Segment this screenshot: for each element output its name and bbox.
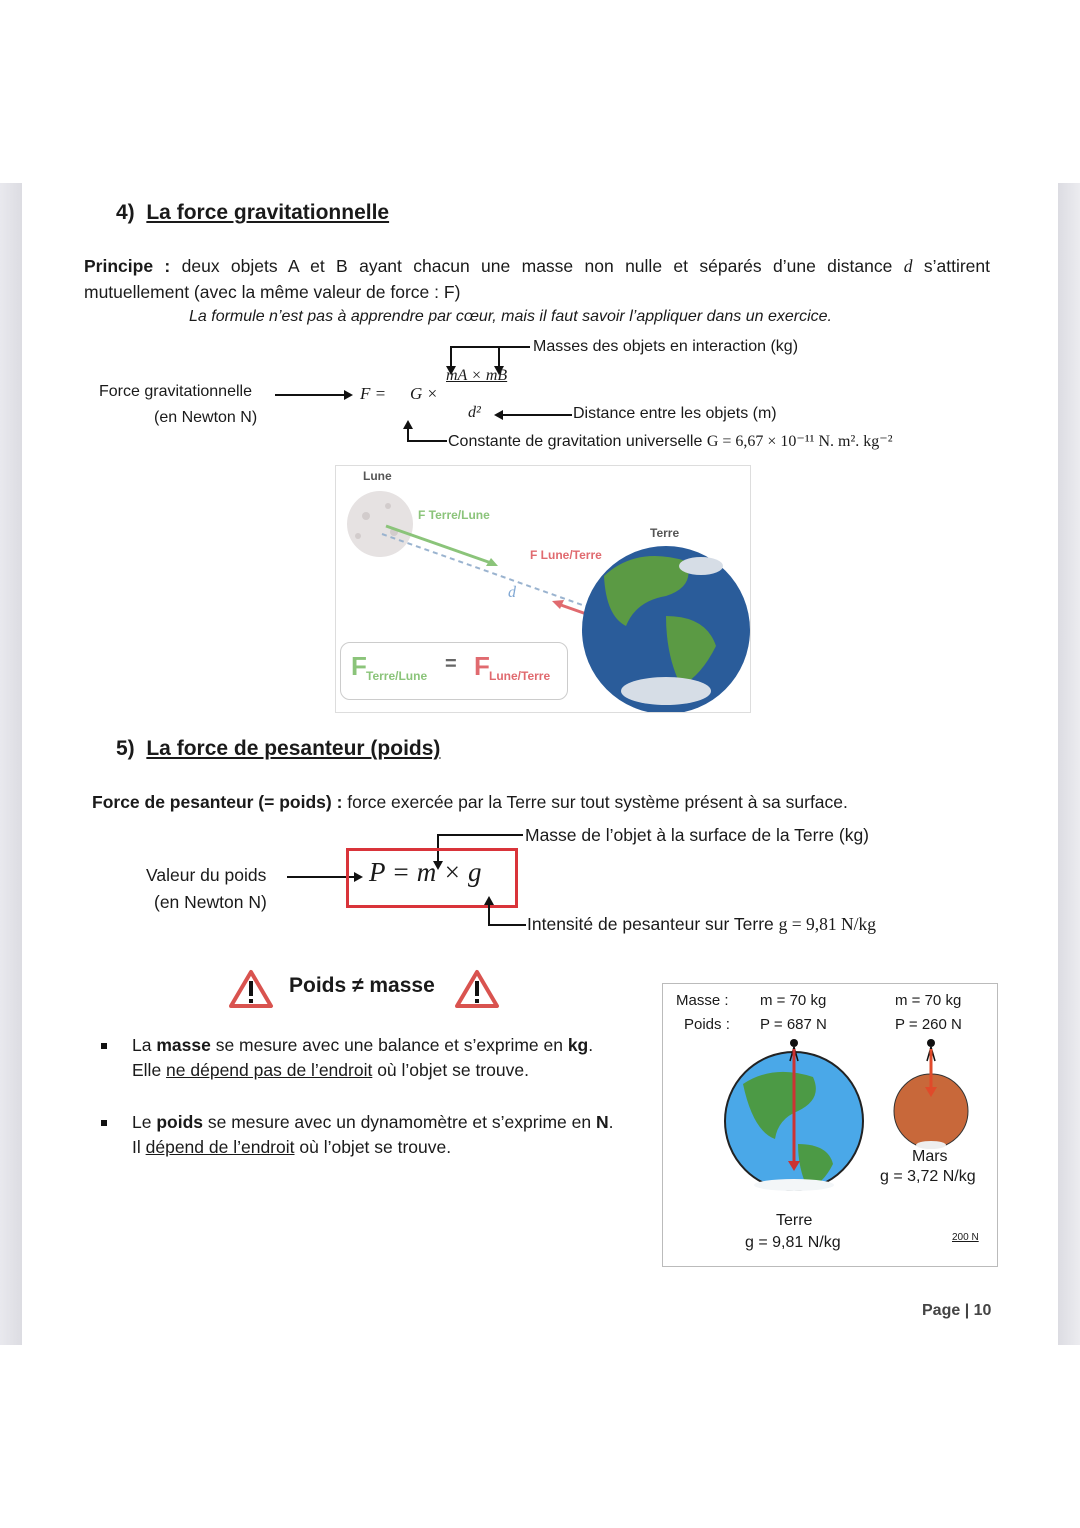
- bold-unit: kg: [567, 1035, 589, 1055]
- section-title: La force gravitationnelle: [146, 201, 390, 224]
- connector: [407, 440, 447, 442]
- planets-weight-figure: [662, 983, 998, 1267]
- warning-text: Poids ≠ masse: [289, 974, 435, 997]
- principle-line-2: mutuellement (avec la même valeur de force : F): [84, 282, 461, 302]
- force-moon-on-earth: F Lune/Terre: [530, 548, 602, 562]
- bullet-weight-line-1: [132, 1112, 613, 1133]
- arrow-right-icon: [344, 390, 353, 400]
- arrow-line: [502, 414, 572, 416]
- text: Elle: [132, 1060, 167, 1080]
- equals-sign: =: [445, 653, 457, 675]
- text: où l’objet se trouve.: [372, 1060, 529, 1080]
- earth-label: Terre: [650, 526, 680, 540]
- label-constant: [448, 431, 893, 451]
- definition-label: Force de pesanteur (= poids) :: [92, 792, 343, 812]
- arrow-line: [275, 394, 345, 396]
- label-force-unit: (en Newton N): [154, 409, 258, 426]
- label-force: Force gravitationnelle: [99, 383, 252, 400]
- earth-mass: m = 70 kg: [760, 992, 827, 1009]
- bold-term: masse: [156, 1035, 211, 1055]
- section-number: 5): [116, 737, 135, 760]
- text: se mesure avec une balance et s’exprime en: [210, 1035, 568, 1055]
- definition-text: force exercée par la Terre sur tout système présent à sa surface.: [347, 792, 848, 812]
- formula-note: La formule n’est pas à apprendre par cœur, mais il faut savoir l’appliquer dans un exercice.: [189, 308, 832, 325]
- earth-g: g = 9,81 N/kg: [745, 1234, 841, 1251]
- arrow-line: [287, 876, 355, 878]
- denominator: d²: [468, 404, 481, 421]
- section-4-heading: [116, 201, 389, 225]
- moon-label: Lune: [363, 469, 392, 483]
- label-mass: Masse de l’objet à la surface de la Terre (kg): [525, 825, 870, 845]
- bullet-mass-line-2: [132, 1060, 529, 1081]
- mars-g: g = 3,72 N/kg: [880, 1168, 976, 1185]
- weight-definition: [92, 792, 848, 813]
- bullet-icon: [101, 1043, 107, 1049]
- distance-label: d: [508, 584, 516, 601]
- section-5-heading: [116, 737, 440, 761]
- earth-name: Terre: [776, 1212, 813, 1229]
- force-symbol: F: [351, 651, 367, 681]
- distance-variable: d: [903, 256, 913, 276]
- constant-value: G = 6,67 × 10⁻¹¹ N. m². kg⁻²: [706, 433, 893, 450]
- bullet-mass-line-1: [132, 1035, 593, 1056]
- page-shadow-right: [1058, 183, 1080, 1345]
- g-value: g = 9,81 N/kg: [778, 914, 877, 934]
- mars-mass: m = 70 kg: [895, 992, 962, 1009]
- formula-g-times: G ×: [410, 384, 438, 403]
- section-number: 4): [116, 201, 135, 224]
- bold-unit: N: [595, 1112, 609, 1132]
- text: Il: [132, 1137, 146, 1157]
- earth-weight: P = 687 N: [760, 1016, 827, 1033]
- force-earth-on-moon: F Terre/Lune: [418, 508, 490, 522]
- document-page: [22, 183, 1058, 1345]
- label-weight-unit: (en Newton N): [154, 892, 267, 912]
- force-equality-box: [340, 642, 568, 700]
- label-masses: Masses des objets en interaction (kg): [533, 338, 799, 355]
- connector: [450, 346, 530, 348]
- underlined-text: dépend de l’endroit: [145, 1137, 295, 1157]
- text: se mesure avec un dynamomètre et s’exprime en: [203, 1112, 596, 1132]
- bold-term: poids: [156, 1112, 203, 1132]
- weight-formula: P = m × g: [369, 857, 482, 887]
- principle-label: Principe :: [84, 256, 171, 276]
- warning-icon: [228, 969, 274, 1009]
- scale-label: 200 N: [952, 1232, 979, 1243]
- moon-earth-figure: [335, 465, 751, 713]
- row-mass-label: Masse :: [676, 992, 729, 1009]
- numerator: mA × mB: [446, 367, 508, 384]
- label-g-text: Intensité de pesanteur sur Terre: [527, 914, 774, 934]
- formula-lhs: F =: [360, 384, 387, 403]
- section-title: La force de pesanteur (poids): [146, 737, 441, 760]
- planets-illustration: [663, 1039, 997, 1219]
- label-distance: Distance entre les objets (m): [573, 405, 777, 422]
- warning-icon: [454, 969, 500, 1009]
- principle-line-1: [84, 256, 990, 277]
- text: Le: [132, 1112, 157, 1132]
- text: .: [608, 1112, 614, 1132]
- principle-text-end: s’attirent: [923, 256, 990, 276]
- connector: [450, 346, 452, 368]
- constant-label-text: Constante de gravitation universelle: [448, 433, 703, 450]
- principle-text: deux objets A et B ayant chacun une masse non nulle et séparés d’une distance: [181, 256, 893, 276]
- text: où l’objet se trouve.: [294, 1137, 452, 1157]
- row-weight-label: Poids :: [684, 1016, 730, 1033]
- bullet-icon: [101, 1120, 107, 1126]
- text: La: [132, 1035, 157, 1055]
- underlined-text: ne dépend pas de l’endroit: [166, 1060, 373, 1080]
- mars-weight: P = 260 N: [895, 1016, 962, 1033]
- connector: [488, 904, 490, 925]
- mars-name: Mars: [912, 1148, 948, 1165]
- page-shadow-left: [0, 183, 22, 1345]
- connector: [498, 346, 500, 368]
- force-subscript: Lune/Terre: [489, 669, 551, 683]
- force-symbol: F: [474, 651, 490, 681]
- force-subscript: Terre/Lune: [366, 669, 428, 683]
- connector: [437, 834, 523, 836]
- page-footer: Page | 10: [922, 1302, 992, 1319]
- text: .: [588, 1035, 594, 1055]
- label-weight: Valeur du poids: [146, 865, 267, 885]
- label-g: [527, 914, 876, 935]
- bullet-weight-line-2: [132, 1137, 451, 1158]
- connector: [488, 924, 526, 926]
